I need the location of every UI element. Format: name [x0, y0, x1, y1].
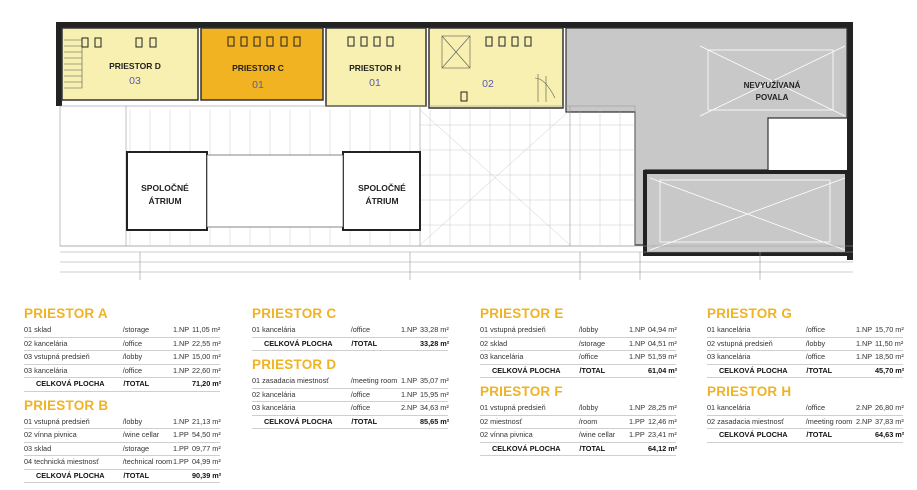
section-priestor-h [707, 384, 903, 443]
outer-wall-left [56, 22, 62, 106]
total-area: 64,63 m² [875, 430, 905, 439]
cell-name: 02 kancelária [252, 389, 296, 399]
total-row [707, 429, 903, 443]
cell-name: 02 vínna pivnica [24, 430, 77, 439]
total-row [480, 443, 676, 457]
cell-area: 04,94 m² [648, 325, 677, 334]
table-row [707, 324, 903, 338]
total-spacer [173, 378, 192, 391]
table-row [480, 402, 676, 416]
cell-name: 02 zasadacia miestnosť [707, 416, 784, 426]
total-row [252, 416, 448, 430]
cell-name: 03 vstupná predsieň [24, 352, 90, 361]
cell-type: /office [805, 403, 826, 412]
atrium-1-label-line1: SPOLOČNÉ [141, 183, 189, 193]
cell-floor: 1.PP [628, 430, 645, 439]
section-title: PRIESTOR B [24, 397, 109, 413]
cell-type: /office [350, 325, 371, 334]
cell-area: 54,50 m² [192, 430, 221, 439]
section-priestor-g [707, 306, 903, 378]
table-row [480, 351, 676, 365]
total-spacer [856, 365, 875, 378]
table-row [480, 429, 676, 443]
cell-floor: 1.NP [172, 365, 190, 375]
total-spacer [401, 338, 420, 351]
room-h-label: PRIESTOR H [349, 63, 401, 73]
cell-type: /office [350, 389, 371, 399]
cell-floor: 1.NP [172, 416, 190, 426]
cell-floor: 1.PP [628, 416, 645, 426]
cell-name: 03 sklad [24, 443, 52, 453]
cell-type: /lobby [805, 338, 826, 348]
room-d-label: PRIESTOR D [109, 61, 161, 71]
total-row [24, 378, 220, 392]
cell-name: 03 kancelária [24, 365, 68, 375]
section-priestor-e [480, 306, 676, 378]
table-column-1 [24, 300, 220, 486]
cell-floor: 1.NP [628, 403, 646, 412]
table-row [707, 351, 903, 365]
cell-area: 15,95 m² [420, 389, 449, 399]
cell-floor: 1.PP [172, 430, 189, 439]
cell-type: /office [122, 338, 143, 348]
cell-name: 01 kancelária [707, 325, 751, 334]
cell-floor: 2.NP [855, 416, 873, 426]
table-row [24, 324, 220, 338]
cell-name: 01 vstupná predsieň [480, 325, 546, 334]
total-type: /TOTAL [351, 416, 378, 426]
table-row [24, 351, 220, 365]
cell-type: /meeting room [805, 416, 853, 426]
cell-type: /office [805, 325, 826, 334]
cell-floor: 1.NP [855, 352, 873, 361]
total-type: /TOTAL [123, 379, 150, 388]
cell-area: 04,51 m² [648, 338, 677, 348]
cell-area: 11,05 m² [192, 325, 221, 334]
total-spacer [173, 470, 192, 483]
table-row [24, 365, 220, 379]
cell-area: 11,50 m² [875, 338, 904, 348]
cell-floor: 1.NP [628, 352, 646, 361]
cell-floor: 1.NP [400, 389, 418, 399]
total-label: CELKOVÁ PLOCHA [719, 365, 788, 375]
cell-type: /storage [122, 325, 150, 334]
cell-area: 22,60 m² [192, 365, 221, 375]
cell-type: /technical room [122, 457, 173, 466]
table-row [24, 429, 220, 443]
cell-type: /lobby [122, 352, 143, 361]
atrium-1-label-line2: ÁTRIUM [148, 196, 182, 206]
section-priestor-c [252, 306, 448, 351]
total-row [24, 470, 220, 484]
table-row [252, 389, 448, 403]
cell-area: 35,07 m² [420, 376, 449, 385]
total-area: 64,12 m² [648, 443, 678, 453]
cell-type: /office [578, 352, 599, 361]
cell-floor: 1.NP [855, 338, 873, 348]
total-type: /TOTAL [123, 470, 150, 480]
table-row [252, 402, 448, 416]
table-column-3 [480, 300, 676, 459]
cell-type: /meeting room [350, 376, 398, 385]
atrium-band [207, 155, 343, 227]
cell-name: 01 vstupná predsieň [480, 403, 546, 412]
table-row [480, 416, 676, 430]
total-label: CELKOVÁ PLOCHA [492, 365, 561, 375]
total-type: /TOTAL [579, 365, 606, 375]
total-label: CELKOVÁ PLOCHA [719, 430, 788, 439]
cell-type: /office [122, 365, 143, 375]
room-tables [0, 300, 917, 490]
cell-area: 09,77 m² [192, 443, 221, 453]
total-area: 90,39 m² [192, 470, 222, 480]
table-row [24, 456, 220, 470]
cell-area: 34,63 m² [420, 403, 449, 412]
table-row [24, 443, 220, 457]
total-type: /TOTAL [579, 443, 606, 453]
table-row [707, 416, 903, 430]
cell-type: /wine cellar [578, 430, 616, 439]
total-type: /TOTAL [806, 365, 833, 375]
cell-name: 01 vstupná predsieň [24, 416, 90, 426]
cell-name: 04 technická miestnosť [24, 457, 99, 466]
cell-name: 01 kancelária [252, 325, 296, 334]
section-title: PRIESTOR E [480, 306, 564, 321]
room-c-label: PRIESTOR C [232, 63, 284, 73]
total-spacer [629, 365, 648, 378]
cell-area: 23,41 m² [648, 430, 677, 439]
total-type: /TOTAL [351, 338, 378, 348]
cell-type: /office [350, 403, 371, 412]
section-title: PRIESTOR A [24, 306, 108, 321]
section-title: PRIESTOR F [480, 384, 563, 399]
cell-floor: 1.NP [400, 376, 418, 385]
cell-floor: 1.NP [172, 352, 190, 361]
cell-type: /room [578, 416, 598, 426]
cell-name: 03 kancelária [252, 403, 296, 412]
cell-name: 02 kancelária [24, 338, 68, 348]
cell-type: /lobby [122, 416, 143, 426]
cell-name: 02 vstupná predsieň [707, 338, 773, 348]
table-column-4 [707, 300, 903, 446]
cell-area: 51,59 m² [648, 352, 677, 361]
cell-area: 15,00 m² [192, 352, 221, 361]
table-row [480, 338, 676, 352]
cell-area: 37,83 m² [875, 416, 904, 426]
total-area: 61,04 m² [648, 365, 678, 375]
cell-name: 03 kancelária [707, 352, 751, 361]
cell-type: /lobby [578, 325, 599, 334]
cell-name: 01 kancelária [707, 403, 751, 412]
atrium-2-label-line1: SPOLOČNÉ [358, 183, 406, 193]
section-title: PRIESTOR C [252, 306, 337, 321]
outer-wall [56, 22, 853, 28]
total-spacer [856, 429, 875, 442]
cell-name: 02 miestnosť [480, 416, 523, 426]
total-label: CELKOVÁ PLOCHA [492, 443, 561, 453]
total-spacer [629, 443, 648, 456]
table-row [707, 338, 903, 352]
cell-area: 15,70 m² [875, 325, 904, 334]
cell-name: 02 vínna pivnica [480, 430, 533, 439]
cell-area: 04,99 m² [192, 457, 221, 466]
cell-floor: 1.NP [172, 338, 190, 348]
unused-attic-label-line1: NEVYUŽÍVANÁ [743, 81, 801, 90]
total-row [480, 365, 676, 379]
section-priestor-f [480, 384, 676, 456]
atrium-2-label-line2: ÁTRIUM [365, 196, 399, 206]
cell-name: 01 sklad [24, 325, 52, 334]
cell-floor: 1.NP [400, 325, 418, 334]
total-label: CELKOVÁ PLOCHA [264, 338, 333, 348]
total-type: /TOTAL [806, 430, 833, 439]
cell-name: 01 zasadacia miestnosť [252, 376, 329, 385]
cell-type: /storage [578, 338, 606, 348]
table-row [24, 416, 220, 430]
total-area: 85,65 m² [420, 416, 450, 426]
section-priestor-a [24, 306, 220, 392]
section-priestor-b [24, 398, 220, 484]
cell-area: 18,50 m² [875, 352, 904, 361]
cell-floor: 1.NP [628, 325, 646, 334]
table-column-2 [252, 300, 448, 432]
room-c-number: 01 [252, 79, 264, 91]
total-row [707, 365, 903, 379]
total-label: CELKOVÁ PLOCHA [36, 470, 105, 480]
cell-floor: 1.PP [172, 443, 189, 453]
section-title: PRIESTOR D [252, 357, 337, 372]
cell-area: 21,13 m² [192, 416, 221, 426]
cell-floor: 2.NP [400, 403, 418, 412]
cell-area: 33,28 m² [420, 325, 449, 334]
cell-name: 03 kancelária [480, 352, 524, 361]
cell-floor: 1.NP [172, 325, 190, 334]
table-row [480, 324, 676, 338]
section-title: PRIESTOR H [707, 384, 792, 399]
total-area: 33,28 m² [420, 338, 450, 348]
total-area: 71,20 m² [192, 379, 222, 388]
cell-type: /wine cellar [122, 430, 160, 439]
room-02-number: 02 [482, 78, 494, 90]
table-row [252, 375, 448, 389]
cell-floor: 1.NP [628, 338, 646, 348]
unused-attic-label-line2: POVALA [755, 93, 789, 102]
table-row [24, 338, 220, 352]
cell-floor: 1.PP [172, 457, 189, 466]
cell-floor: 1.NP [855, 325, 873, 334]
section-priestor-d [252, 357, 448, 429]
room-d-number: 03 [129, 75, 141, 87]
cell-type: /office [805, 352, 826, 361]
section-title: PRIESTOR G [707, 306, 793, 321]
cell-name: 02 sklad [480, 338, 508, 348]
cell-type: /storage [122, 443, 150, 453]
cell-area: 28,25 m² [648, 403, 677, 412]
cell-floor: 2.NP [855, 403, 873, 412]
room-h-number: 01 [369, 77, 381, 89]
total-label: CELKOVÁ PLOCHA [36, 379, 105, 388]
table-row [252, 324, 448, 338]
cell-area: 26,80 m² [875, 403, 904, 412]
cell-type: /lobby [578, 403, 599, 412]
table-row [707, 402, 903, 416]
total-spacer [401, 416, 420, 429]
cell-area: 12,46 m² [648, 416, 677, 426]
total-row [252, 338, 448, 352]
total-area: 45,70 m² [875, 365, 905, 375]
cell-area: 22,55 m² [192, 338, 221, 348]
total-label: CELKOVÁ PLOCHA [264, 416, 333, 426]
